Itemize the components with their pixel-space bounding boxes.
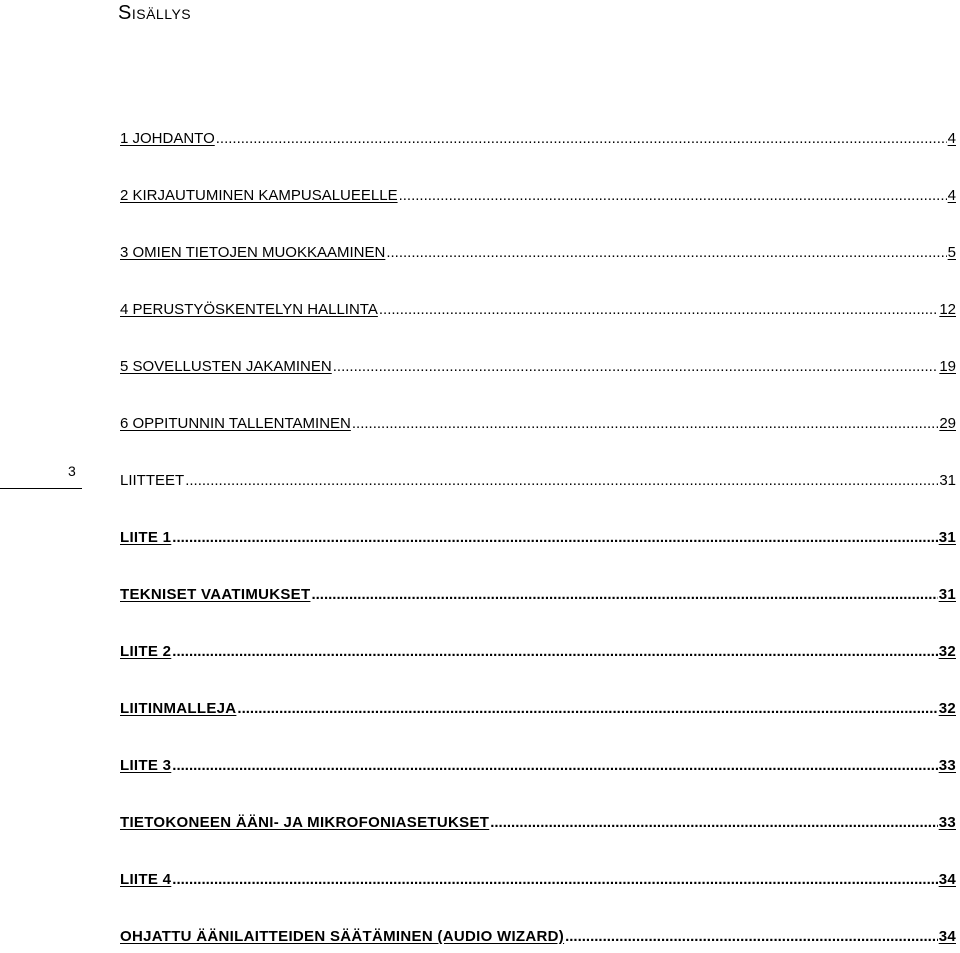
- toc-leader-dots: [172, 529, 937, 547]
- toc-entry-title: 4 PERUSTYÖSKENTELYN HALLINTA: [120, 301, 378, 318]
- toc-entry-liite-3[interactable]: [120, 755, 956, 775]
- toc-entry-sovellusten-jakaminen[interactable]: [120, 356, 956, 376]
- toc-entry-page: 34: [938, 871, 956, 888]
- toc-leader-dots: [399, 187, 947, 205]
- toc-leader-dots: [386, 244, 946, 262]
- toc-entry-page: 29: [939, 415, 956, 432]
- toc-entry-liite-2[interactable]: [120, 641, 956, 661]
- toc-entry-page: 32: [938, 700, 956, 717]
- toc-entry-page: 31: [939, 472, 956, 489]
- toc-entry-perustyoskentely[interactable]: [120, 299, 956, 319]
- toc-entry-title: 2 KIRJAUTUMINEN KAMPUSALUEELLE: [120, 187, 398, 204]
- toc-entry-johdanto[interactable]: [120, 128, 956, 148]
- toc-leader-dots: [216, 130, 947, 148]
- toc-entry-liitinmalleja[interactable]: [120, 698, 956, 718]
- toc-entry-liite-1[interactable]: [120, 527, 956, 547]
- toc-entry-page: 12: [939, 301, 956, 318]
- toc-entry-title: LIITE 3: [120, 757, 172, 774]
- toc-entry-aani-mikrofoni-asetukset[interactable]: [120, 812, 956, 832]
- toc-leader-dots: [352, 415, 938, 433]
- toc-entry-liitteet[interactable]: [120, 470, 956, 490]
- toc-leader-dots: [185, 472, 938, 490]
- toc-entry-title: OHJATTU ÄÄNILAITTEIDEN SÄÄTÄMINEN (AUDIO WIZARD): [120, 928, 565, 945]
- toc-leader-dots: [172, 757, 937, 775]
- toc-leader-dots: [172, 871, 937, 889]
- toc-entry-kirjautuminen[interactable]: [120, 185, 956, 205]
- toc-leader-dots: [333, 358, 939, 376]
- toc-entry-page: 5: [947, 244, 956, 261]
- toc-entry-page: 31: [938, 529, 956, 546]
- toc-entry-title: LIITINMALLEJA: [120, 700, 237, 717]
- toc-entry-page: 33: [938, 757, 956, 774]
- toc-entry-title: TIETOKONEEN ÄÄNI- JA MIKROFONIASETUKSET: [120, 814, 490, 831]
- toc-entry-oppitunnin-tallentaminen[interactable]: [120, 413, 956, 433]
- page-number-rule: [0, 488, 82, 489]
- toc-entry-page: 33: [938, 814, 956, 831]
- toc-entry-title: LIITTEET: [120, 472, 185, 489]
- toc-entry-page: 34: [938, 928, 956, 945]
- toc-entry-page: 31: [938, 586, 956, 603]
- page-title: Sisällys: [118, 2, 192, 24]
- toc-entry-title: LIITE 4: [120, 871, 172, 888]
- toc-leader-dots: [379, 301, 938, 319]
- toc-leader-dots: [311, 586, 937, 604]
- toc-entry-tekniset-vaatimukset[interactable]: [120, 584, 956, 604]
- toc-entry-page: 4: [947, 130, 956, 147]
- toc-leader-dots: [172, 643, 937, 661]
- toc-leader-dots: [565, 928, 938, 946]
- toc-entry-title: LIITE 1: [120, 529, 172, 546]
- toc-entry-title: 5 SOVELLUSTEN JAKAMINEN: [120, 358, 332, 375]
- toc-entry-title: LIITE 2: [120, 643, 172, 660]
- toc-entry-title: 1 JOHDANTO: [120, 130, 215, 147]
- toc-entry-omien-tietojen[interactable]: [120, 242, 956, 262]
- toc-entry-page: 4: [947, 187, 956, 204]
- toc-leader-dots: [490, 814, 937, 832]
- page-number: 3: [68, 463, 76, 479]
- toc-entry-title: 3 OMIEN TIETOJEN MUOKKAAMINEN: [120, 244, 386, 261]
- toc-entry-title: 6 OPPITUNNIN TALLENTAMINEN: [120, 415, 351, 432]
- toc-entry-audio-wizard[interactable]: [120, 926, 956, 946]
- toc-entry-page: 19: [939, 358, 956, 375]
- toc-entry-title: TEKNISET VAATIMUKSET: [120, 586, 311, 603]
- toc-leader-dots: [237, 700, 937, 718]
- toc-entry-liite-4[interactable]: [120, 869, 956, 889]
- toc-entry-page: 32: [938, 643, 956, 660]
